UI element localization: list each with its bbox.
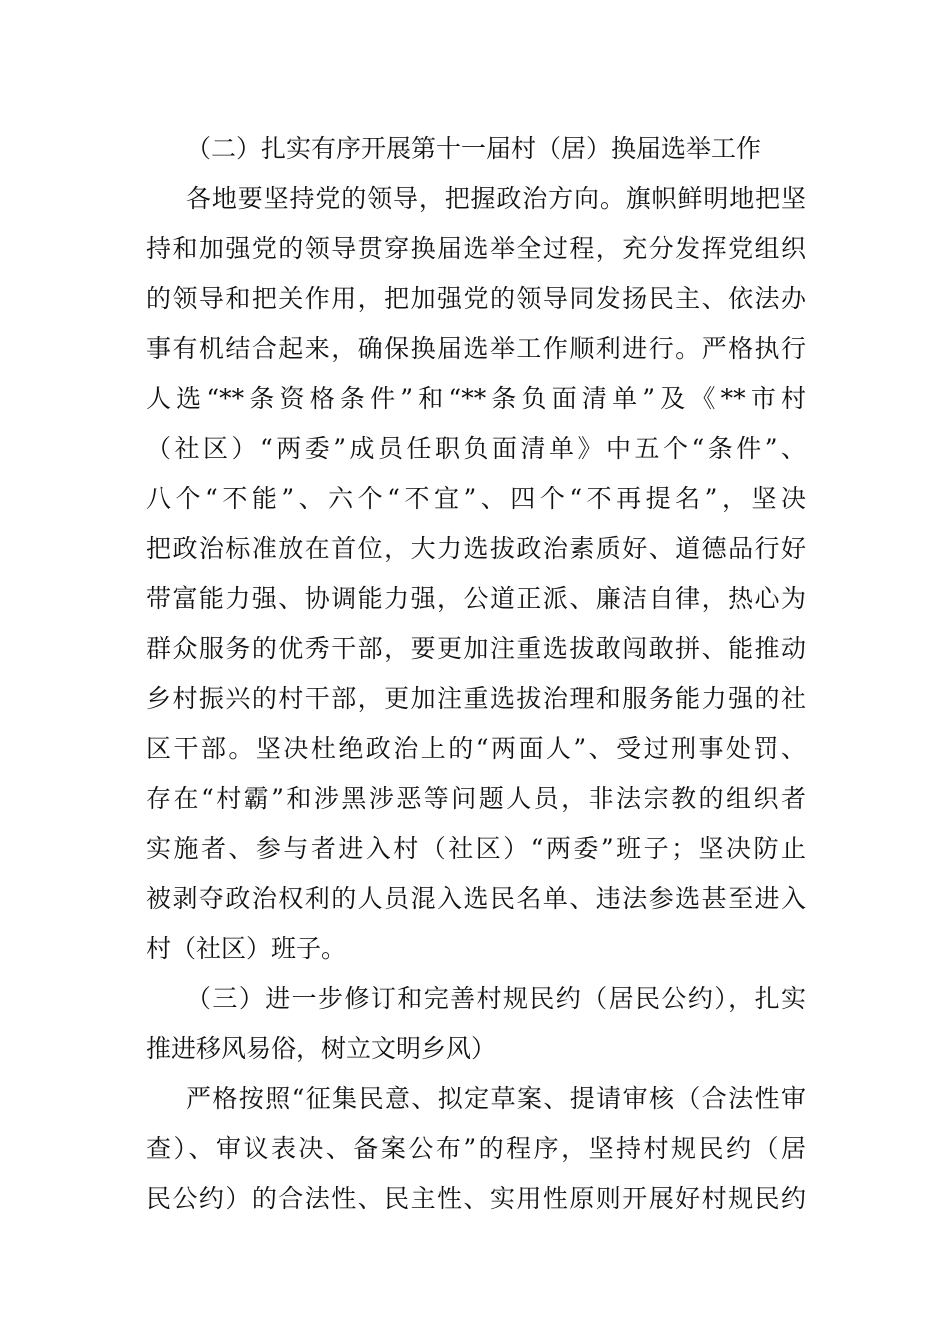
- paragraph-line: 村（社区）班子。: [146, 934, 347, 963]
- paragraph-line: 带富能力强、协调能力强，公道正派、廉洁自律，热心为: [146, 584, 806, 613]
- paragraph-line: 乡村振兴的村干部，更加注重选拔治理和服务能力强的社: [146, 684, 806, 713]
- paragraph-line: 严格按照“征集民意、拟定草案、提请审核（合法性审: [186, 1084, 806, 1113]
- paragraph-line: 持和加强党的领导贯穿换届选举全过程，充分发挥党组织: [146, 234, 806, 263]
- section-heading-3: （三）进一步修订和完善村规民约（居民公约），扎实: [186, 984, 806, 1013]
- paragraph-line: 八个“不能”、六个“不宜”、四个“不再提名”，坚决: [146, 484, 806, 513]
- paragraph-line: 人选“**条资格条件”和“**条负面清单”及《**市村: [146, 384, 806, 413]
- section-heading-3-continued: 推进移风易俗，树立文明乡风）: [146, 1034, 497, 1063]
- paragraph-line: 存在“村霸”和涉黑涉恶等问题人员，非法宗教的组织者: [146, 784, 806, 813]
- paragraph-line: （社区）“两委”成员任职负面清单》中五个“条件”、: [146, 434, 806, 463]
- paragraph-line: 被剥夺政治权利的人员混入选民名单、违法参选甚至进入: [146, 884, 806, 913]
- section-heading-2: （二）扎实有序开展第十一届村（居）换届选举工作: [186, 134, 762, 163]
- paragraph-line: 事有机结合起来，确保换届选举工作顺利进行。严格执行: [146, 334, 806, 363]
- paragraph-line: 群众服务的优秀干部，要更加注重选拔敢闯敢拼、能推动: [146, 634, 806, 663]
- paragraph-line: 查）、审议表决、备案公布”的程序，坚持村规民约（居: [146, 1134, 806, 1163]
- paragraph-line: 各地要坚持党的领导，把握政治方向。旗帜鲜明地把坚: [186, 184, 806, 213]
- paragraph-line: 实施者、参与者进入村（社区）“两委”班子；坚决防止: [146, 834, 806, 863]
- paragraph-line: 把政治标准放在首位，大力选拔政治素质好、道德品行好: [146, 534, 806, 563]
- paragraph-line: 民公约）的合法性、民主性、实用性原则开展好村规民约: [146, 1184, 806, 1213]
- paragraph-line: 区干部。坚决杜绝政治上的“两面人”、受过刑事处罚、: [146, 734, 806, 763]
- paragraph-line: 的领导和把关作用，把加强党的领导同发扬民主、依法办: [146, 284, 806, 313]
